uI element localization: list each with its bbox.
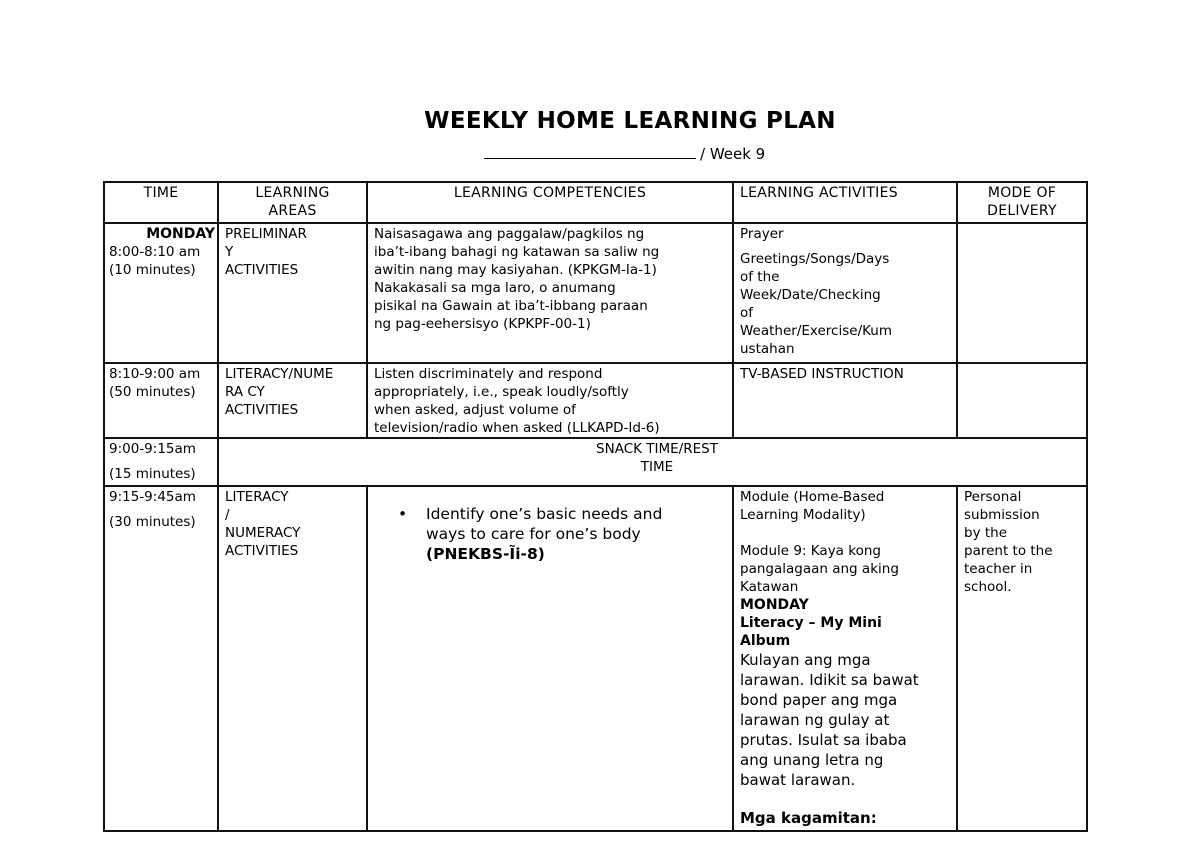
duration: (15 minutes) bbox=[109, 466, 196, 482]
competency-line: Nakakasali sa mga laro, o anumang bbox=[374, 280, 616, 296]
competency-bullet-item bbox=[374, 504, 726, 564]
mode-line: teacher in bbox=[964, 561, 1033, 577]
instruction-line: bawat larawan. bbox=[740, 771, 856, 789]
header-mode-line1: MODE OF bbox=[987, 185, 1057, 201]
snack-line: SNACK TIME/REST bbox=[596, 441, 718, 457]
activity-line: Greetings/Songs/Days bbox=[740, 251, 890, 267]
activity-line: Module 9: Kaya kong bbox=[740, 543, 881, 559]
table-row-snack bbox=[104, 438, 1087, 486]
bullet-icon: • bbox=[398, 505, 408, 523]
header-areas-line1: LEARNING bbox=[255, 185, 330, 201]
activity-title: Literacy – My Mini bbox=[740, 615, 882, 631]
activity-line: Learning Modality) bbox=[740, 507, 866, 523]
document-title: WEEKLY HOME LEARNING PLAN bbox=[424, 108, 836, 134]
learning-area-cell bbox=[218, 363, 367, 438]
document-subtitle bbox=[484, 144, 765, 163]
area-line: LITERACY/NUME bbox=[225, 366, 334, 382]
header-areas-line2: AREAS bbox=[268, 203, 317, 219]
activity-line: Weather/Exercise/Kum bbox=[740, 323, 893, 339]
table-row bbox=[104, 363, 1087, 438]
time-range: 9:00-9:15am bbox=[109, 441, 196, 457]
instruction-line: larawan ng gulay at bbox=[740, 711, 890, 729]
area-line: / bbox=[225, 507, 230, 523]
competency-line: Naisasagawa ang paggalaw/pagkilos ng bbox=[374, 226, 645, 242]
duration: (30 minutes) bbox=[109, 514, 196, 530]
competency-line: appropriately, i.e., speak loudly/softly bbox=[374, 384, 629, 400]
header-learning-areas bbox=[218, 182, 367, 223]
time-range: 8:00-8:10 am bbox=[109, 244, 201, 260]
competency-cell bbox=[367, 223, 733, 363]
activity-cell: TV-BASED INSTRUCTION bbox=[733, 363, 957, 438]
time-cell bbox=[104, 223, 218, 363]
header-mode-line2: DELIVERY bbox=[987, 203, 1057, 219]
instruction-line: prutas. Isulat sa ibaba bbox=[740, 731, 907, 749]
time-cell bbox=[104, 438, 218, 486]
time-cell bbox=[104, 486, 218, 831]
activity-day: MONDAY bbox=[740, 597, 809, 613]
snack-time-cell bbox=[218, 438, 1087, 486]
header-row bbox=[104, 182, 1087, 223]
header-time: TIME bbox=[104, 182, 218, 223]
mode-line: by the bbox=[964, 525, 1008, 541]
activity-line: pangalagaan ang aking bbox=[740, 561, 899, 577]
day-label: MONDAY bbox=[146, 226, 215, 242]
mode-line: submission bbox=[964, 507, 1040, 523]
instruction-line: bond paper ang mga bbox=[740, 691, 898, 709]
competency-text: Identify one’s basic needs and ways to care for one’s body bbox=[426, 505, 663, 543]
instruction-line: ang unang letra ng bbox=[740, 751, 884, 769]
time-cell bbox=[104, 363, 218, 438]
time-range: 8:10-9:00 am bbox=[109, 366, 201, 382]
competency-line: pisikal na Gawain at iba’t-ibbang paraan bbox=[374, 298, 648, 314]
header-mode bbox=[957, 182, 1087, 223]
table-row bbox=[104, 223, 1087, 363]
mode-cell bbox=[957, 223, 1087, 363]
activity-line: Week/Date/Checking bbox=[740, 287, 881, 303]
area-line: ACTIVITIES bbox=[225, 543, 299, 559]
area-line: Y bbox=[225, 244, 234, 260]
time-range: 9:15-9:45am bbox=[109, 489, 196, 505]
competency-line: Listen discriminately and respond bbox=[374, 366, 603, 382]
table-row bbox=[104, 486, 1087, 831]
activity-line: of the bbox=[740, 269, 780, 285]
snack-line: TIME bbox=[640, 459, 674, 475]
week-label: / Week 9 bbox=[700, 145, 766, 163]
learning-area-cell bbox=[218, 223, 367, 363]
instruction-line: larawan. Idikit sa bawat bbox=[740, 671, 919, 689]
learning-plan-table bbox=[103, 181, 1088, 832]
mode-cell bbox=[957, 363, 1087, 438]
area-line: ACTIVITIES bbox=[225, 402, 299, 418]
activity-cell bbox=[733, 223, 957, 363]
activity-line: ustahan bbox=[740, 341, 795, 357]
mode-line: Personal bbox=[964, 489, 1022, 505]
mode-cell bbox=[957, 486, 1087, 831]
duration: (10 minutes) bbox=[109, 262, 196, 278]
materials-label: Mga kagamitan: bbox=[740, 809, 877, 827]
area-line: ACTIVITIES bbox=[225, 262, 299, 278]
activity-line: Module (Home-Based bbox=[740, 489, 885, 505]
area-line: PRELIMINAR bbox=[225, 226, 307, 242]
activity-cell bbox=[733, 486, 957, 831]
area-line: NUMERACY bbox=[225, 525, 301, 541]
competency-cell bbox=[367, 363, 733, 438]
instruction-line: Kulayan ang mga bbox=[740, 651, 871, 669]
competency-code: (PNEKBS-Ĩi-8) bbox=[426, 545, 545, 563]
competency-cell bbox=[367, 486, 733, 831]
area-line: RA CY bbox=[225, 384, 265, 400]
activity-line: Prayer bbox=[740, 226, 784, 242]
mode-line: parent to the bbox=[964, 543, 1053, 559]
activity-line: of bbox=[740, 305, 754, 321]
header-competencies: LEARNING COMPETENCIES bbox=[367, 182, 733, 223]
activity-line: Katawan bbox=[740, 579, 799, 595]
competency-line: awitin nang may kasiyahan. (KPKGM-Ia-1) bbox=[374, 262, 657, 278]
competency-line: ng pag-eehersisyo (KPKPF-00-1) bbox=[374, 316, 591, 332]
learning-area-cell bbox=[218, 486, 367, 831]
duration: (50 minutes) bbox=[109, 384, 196, 400]
blank-line bbox=[484, 144, 696, 159]
activity-title: Album bbox=[740, 633, 791, 649]
area-line: LITERACY bbox=[225, 489, 289, 505]
competency-line: iba’t-ibang bahagi ng katawan sa saliw ng bbox=[374, 244, 660, 260]
mode-line: school. bbox=[964, 579, 1012, 595]
competency-line: television/radio when asked (LLKAPD-Id-6) bbox=[374, 420, 660, 436]
competency-line: when asked, adjust volume of bbox=[374, 402, 576, 418]
header-activities: LEARNING ACTIVITIES bbox=[733, 182, 957, 223]
